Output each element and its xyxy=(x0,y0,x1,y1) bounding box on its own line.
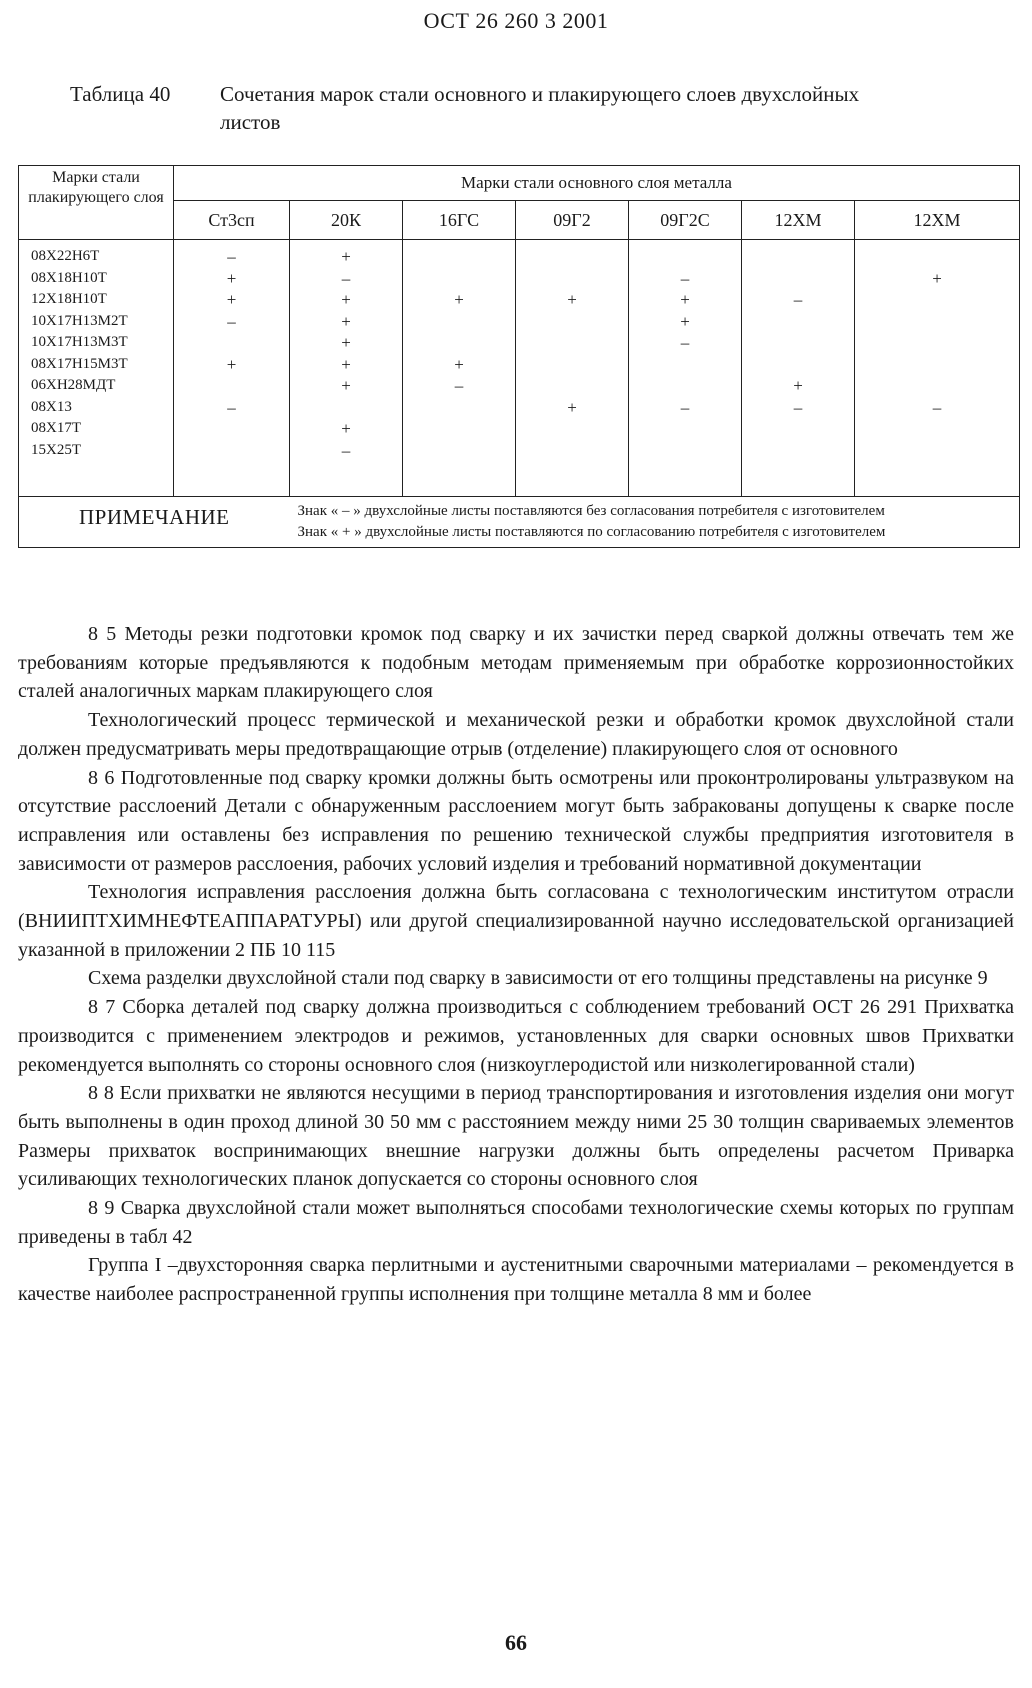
compatibility-mark xyxy=(403,397,515,419)
compatibility-mark xyxy=(290,397,402,419)
compatibility-mark: + xyxy=(341,376,351,395)
compatibility-mark xyxy=(516,418,628,440)
compatibility-mark xyxy=(516,332,628,354)
compatibility-mark: – xyxy=(932,397,942,417)
compatibility-mark xyxy=(403,440,515,462)
paragraph: 8 9 Сварка двухслойной стали может выполняться способами технологические схемы которых по группам приведены в табл 42 xyxy=(18,1197,1014,1248)
clad-grade: 10Х17Н13М3Т xyxy=(31,334,128,350)
compatibility-mark: + xyxy=(226,354,237,374)
compatibility-mark xyxy=(742,440,854,462)
marks-column xyxy=(290,240,403,497)
compatibility-mark: – xyxy=(341,268,351,288)
table-number: Таблица 40 xyxy=(70,82,171,106)
steel-combination-table xyxy=(18,165,1020,548)
compatibility-mark xyxy=(629,246,741,268)
paragraph: 8 7 Сборка деталей под сварку должна производиться с соблюдением требований ОСТ 26 291 Прихватка производится с применением электродов и режимов, установленных для сварки основных швов Прихватки рекомендуется выполнять со стороны основного слоя (низкоуглеродистой или низколегированной стали) xyxy=(18,996,1014,1076)
compatibility-mark: + xyxy=(567,397,577,417)
paragraph: Схема разделки двухслойной стали под сварку в зависимости от его толщины представлены на рисунке 9 xyxy=(88,967,988,990)
table-caption xyxy=(70,80,970,136)
compatibility-mark: – xyxy=(227,247,236,266)
compatibility-mark xyxy=(403,418,515,440)
compatibility-mark xyxy=(855,440,1019,462)
compatibility-mark: – xyxy=(680,333,690,352)
clad-grade: 08Х13 xyxy=(31,398,72,415)
body-text xyxy=(18,620,1014,1309)
document-header: ОСТ 26 260 3 2001 xyxy=(423,8,609,33)
grade-header: 12ХМ xyxy=(742,201,855,240)
note-body xyxy=(290,497,1020,548)
note-label: ПРИМЕЧАНИЕ xyxy=(19,497,290,548)
compatibility-mark: + xyxy=(680,311,690,331)
compatibility-mark xyxy=(855,311,1019,333)
compatibility-mark: + xyxy=(226,268,237,288)
note-plus: Знак « + » двухслойные листы поставляются по согласованию потребителя с изготовителем xyxy=(297,524,886,540)
compatibility-mark: + xyxy=(454,290,464,309)
compatibility-mark: + xyxy=(341,419,351,438)
compatibility-mark xyxy=(174,418,289,440)
compatibility-mark xyxy=(742,418,854,440)
compatibility-mark xyxy=(403,246,515,268)
compatibility-mark: + xyxy=(567,290,577,309)
page-number: 66 xyxy=(505,1630,527,1655)
compatibility-mark xyxy=(516,246,628,268)
compatibility-mark: – xyxy=(793,290,803,309)
compatibility-mark: + xyxy=(680,290,690,309)
table-title: Сочетания марок стали основного и плакирующего слоев двухслойных листов xyxy=(220,82,860,134)
compatibility-mark xyxy=(516,311,628,333)
compatibility-mark xyxy=(629,354,741,376)
compatibility-mark: – xyxy=(680,397,690,417)
grade-header: 12ХМ xyxy=(855,201,1020,240)
compatibility-mark xyxy=(855,418,1019,440)
compatibility-mark xyxy=(742,246,854,268)
marks-column xyxy=(629,240,742,497)
compatibility-mark xyxy=(174,332,289,354)
compatibility-mark xyxy=(742,311,854,333)
compatibility-mark xyxy=(629,418,741,440)
compatibility-mark: + xyxy=(341,333,351,352)
compatibility-mark: + xyxy=(454,354,464,374)
paragraph: 8 6 Подготовленные под сварку кромки должны быть осмотрены или проконтролированы ультразвуком на отсутствие расслоений Детали с обнаруженным расслоением могут быть забракованы допущены к сварке после исправления или оставлены без исправления по решению технической службы предприятия изготовителя в зависимости от размеров расслоения, рабочих условий изделия и требований нормативной документации xyxy=(18,766,1014,875)
compatibility-mark xyxy=(516,268,628,290)
compatibility-mark: + xyxy=(226,290,237,309)
base-grade-header: Марки стали основного слоя металла xyxy=(174,166,1020,201)
clad-grade: 06ХН28МДТ xyxy=(31,377,116,393)
marks-column xyxy=(516,240,629,497)
compatibility-mark: – xyxy=(454,376,464,395)
grade-header: 09Г2С xyxy=(629,201,742,240)
marks-column xyxy=(403,240,516,497)
compatibility-mark: + xyxy=(341,311,351,331)
compatibility-mark xyxy=(855,289,1019,311)
compatibility-mark xyxy=(855,375,1019,397)
compatibility-mark xyxy=(516,440,628,462)
compatibility-mark xyxy=(855,332,1019,354)
clad-grade-header: Марки стали плакирующего слоя xyxy=(19,166,174,240)
compatibility-mark: – xyxy=(793,397,803,417)
compatibility-mark: + xyxy=(341,354,351,374)
compatibility-mark xyxy=(855,246,1019,268)
compatibility-mark xyxy=(403,332,515,354)
paragraph: 8 5 Методы резки подготовки кромок под сварку и их зачистки перед сваркой должны отвечать тем же требованиям которые предъявляются к подобным методам применяемым при обработке коррозионностойких сталей аналогичных маркам плакирующего слоя xyxy=(18,623,1014,703)
paragraph: Технологический процесс термической и механической резки и обработки кромок двухслойной стали должен предусматривать меры предотвращающие отрыв (отделение) плакирующего слоя от основного xyxy=(18,709,1014,760)
compatibility-mark xyxy=(629,375,741,397)
compatibility-mark xyxy=(403,311,515,333)
compatibility-mark xyxy=(174,375,289,397)
compatibility-mark: + xyxy=(793,376,803,395)
clad-grade-list xyxy=(19,240,174,497)
compatibility-mark xyxy=(742,332,854,354)
compatibility-mark xyxy=(855,354,1019,376)
compatibility-mark: – xyxy=(227,311,236,331)
marks-column xyxy=(174,240,290,497)
paragraph: Группа I –двухсторонняя сварка перлитными и аустенитными сварочными материалами – рекомендуется в качестве наиболее распространенной группы исполнения при толщине металла 8 мм и более xyxy=(18,1254,1014,1306)
clad-grade: 08Х22Н6Т xyxy=(31,248,100,264)
compatibility-mark: – xyxy=(680,268,690,288)
note-minus: Знак « – » двухслойные листы поставляются без согласования потребителя с изготовителем xyxy=(297,503,885,519)
clad-grade: 08Х18Н10Т xyxy=(31,269,107,286)
clad-grade: 08Х17Н15М3Т xyxy=(31,355,128,372)
compatibility-mark xyxy=(516,354,628,376)
marks-column xyxy=(855,240,1020,497)
clad-grade: 10Х17Н13М2Т xyxy=(31,312,128,329)
compatibility-mark: + xyxy=(341,290,351,309)
compatibility-mark xyxy=(742,268,854,290)
compatibility-mark: + xyxy=(932,268,942,288)
compatibility-mark xyxy=(742,354,854,376)
clad-grade: 08Х17Т xyxy=(31,420,81,436)
compatibility-mark: – xyxy=(341,440,351,460)
compatibility-mark xyxy=(629,440,741,462)
clad-grade: 12Х18Н10Т xyxy=(31,291,107,307)
grade-header: 20К xyxy=(290,201,403,240)
paragraph: 8 8 Если прихватки не являются несущими в период транспортирования и изготовления изделия они могут быть выполнены в один проход длиной 30 50 мм с расстоянием между ними 25 30 толщин свариваемых элементов Размеры прихваток воспринимающих внешние нагрузки должны быть определены расчетом Приварка усиливающих технологических планок допускается со стороны основного слоя xyxy=(18,1082,1014,1191)
grade-header: 16ГС xyxy=(403,201,516,240)
marks-column xyxy=(742,240,855,497)
compatibility-mark xyxy=(403,268,515,290)
compatibility-mark: + xyxy=(341,247,351,266)
grade-header: Ст3сп xyxy=(174,201,290,240)
clad-grade: 15Х25Т xyxy=(31,441,81,458)
paragraph: Технология исправления расслоения должна быть согласована с технологическим институтом отрасли (ВНИИПТХИМНЕФТЕАППАРАТУРЫ) или другой специализированной научно исследовательской организацией указанной в приложении 2 ПБ 10 115 xyxy=(18,881,1014,961)
compatibility-mark xyxy=(516,375,628,397)
grade-header: 09Г2 xyxy=(516,201,629,240)
compatibility-mark: – xyxy=(227,397,236,417)
compatibility-mark xyxy=(174,440,289,462)
